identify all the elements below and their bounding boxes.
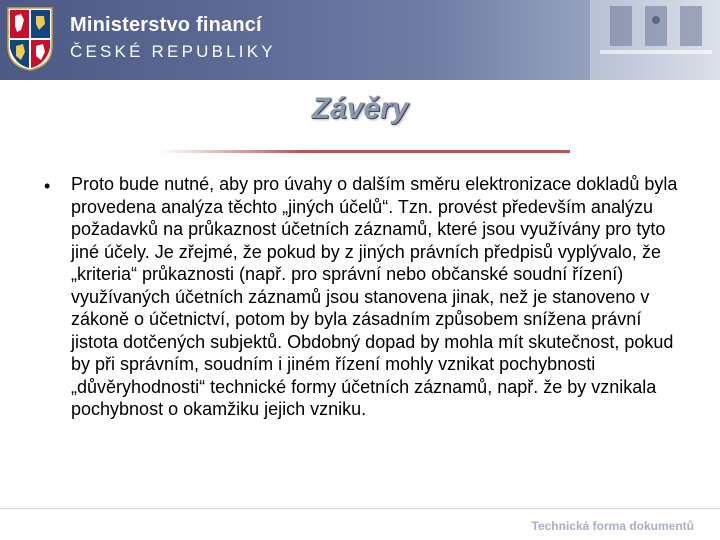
footer-label: Technická forma dokumentů	[531, 519, 694, 533]
slide-title: Závěry	[311, 92, 409, 125]
ministry-building-icon	[590, 0, 720, 80]
slide-body-text: Proto bude nutné, aby pro úvahy o dalším směru elektronizace dokladů byla provedena analýza těchto „jiných účelů“. Tzn. provést především analýzu požadavků na průkaznost účetních záznamů, které jsou využívány pro tyto jiné účely. Je zřejmé, že pokud by z jiných právních předpisů vyplývalo, že „kriteria“ průkaznosti (např. pro správní nebo občanské soudní řízení) využívaných účetních záznamů jsou stanovena jinak, než je stanoveno v zákoně o účetnictví, potom by byla zásadním způsobem snížena právní jistota dotčených subjektů. Obdobný dopad by mohla mít skutečnost, pokud by při správním, soudním i jiném řízení mohly vznikat pochybnosti „důvěryhodnosti“ technické formy účetních záznamů, např. že by vznikala pochybnost o okamžiku jejich vzniku.	[71, 174, 678, 419]
ministry-name: Ministerstvo financí	[70, 14, 262, 36]
header-banner	[0, 0, 720, 80]
bullet-marker: •	[44, 176, 51, 196]
footer-divider	[0, 508, 720, 509]
ministry-subtitle: ČESKÉ REPUBLIKY	[70, 42, 276, 61]
title-underline	[160, 150, 570, 153]
czech-coat-of-arms-icon	[6, 6, 54, 72]
